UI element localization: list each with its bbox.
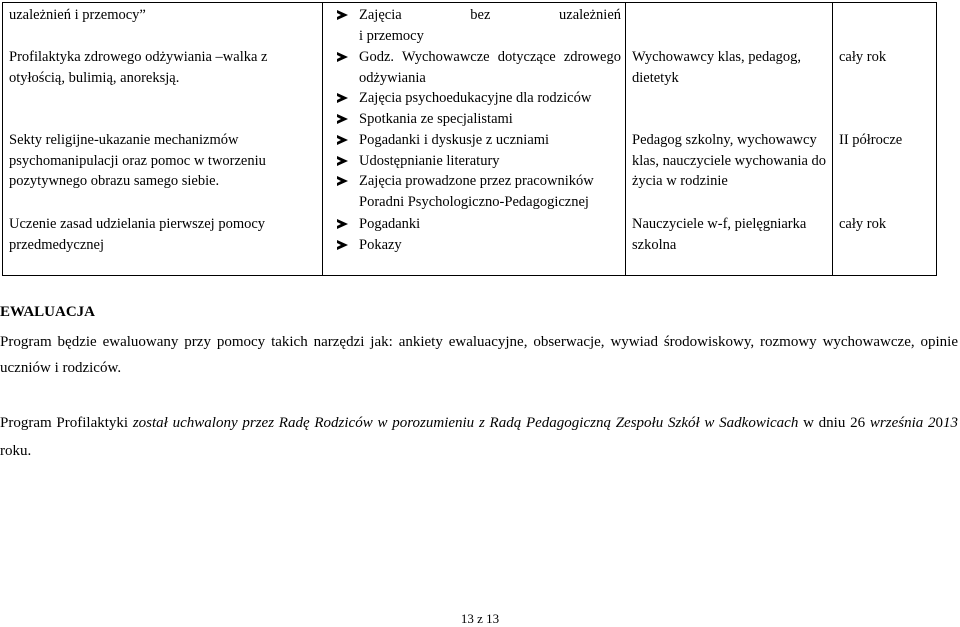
- arrow-bullet-icon: [337, 10, 348, 20]
- row2-activities: [337, 130, 621, 212]
- activity-item: Zajęcia prowadzone przez pracowników Poradni Psychologiczno-Pedagogicznej: [337, 171, 621, 212]
- evaluation-heading: EWALUACJA: [0, 304, 96, 320]
- row3-responsible: Nauczyciele w-f, pielęgniarka szkolna: [632, 216, 807, 253]
- row1-topic: Profilaktyka zdrowego odżywiania –walka z otyłością, bulimią, anoreksją.: [9, 49, 268, 86]
- arrow-bullet-icon: [337, 114, 348, 124]
- row3-topic: Uczenie zasad udzielania pierwszej pomocy przedmedycznej: [9, 216, 266, 253]
- row3-timeframe: cały rok: [839, 216, 887, 232]
- arrow-bullet-icon: [337, 135, 348, 145]
- column-divider: [832, 3, 833, 275]
- activity-item: Pogadanki: [337, 214, 621, 235]
- row3-activities: [337, 214, 621, 255]
- row1-activities: [337, 47, 621, 129]
- activity-item: Zajęcia bez uzależnień i przemocy: [337, 5, 621, 46]
- activity-item: Pokazy: [337, 235, 621, 256]
- activity-item: Pogadanki i dyskusje z uczniami: [337, 130, 621, 151]
- row0-activities: [337, 5, 621, 46]
- arrow-bullet-icon: [337, 176, 348, 186]
- row0-topic: uzależnień i przemocy”: [9, 7, 146, 23]
- page-number: 13 z 13: [460, 611, 500, 626]
- arrow-bullet-icon: [337, 93, 348, 103]
- row1-responsible: Wychowawcy klas, pedagog, dietetyk: [632, 49, 802, 86]
- activity-item: Udostępnianie literatury: [337, 151, 621, 172]
- row2-topic: Sekty religijne-ukazanie mechanizmów psychomanipulacji oraz pomoc w tworzeniu pozytywnego obrazu samego siebie.: [9, 132, 266, 189]
- activity-item: Godz. Wychowawcze dotyczące zdrowego odżywiania: [337, 47, 621, 88]
- column-divider: [322, 3, 323, 275]
- evaluation-paragraph: Program będzie ewaluowany przy pomocy takich narzędzi jak: ankiety ewaluacyjne, obserwacje, wywiad środowiskowy, rozmowy wychowawcze, opinie uczniów i rodziców.: [0, 334, 958, 376]
- adoption-paragraph: Program Profilaktyki został uchwalony przez Radę Rodziców w porozumieniu z Radą Pedagogiczną Zespołu Szkół w Sadkowicach w dniu 26 września 2013 roku.: [0, 415, 958, 459]
- row2-timeframe: II półrocze: [839, 132, 903, 148]
- column-divider: [625, 3, 626, 275]
- arrow-bullet-icon: [337, 52, 348, 62]
- arrow-bullet-icon: [337, 156, 348, 166]
- activity-item: Spotkania ze specjalistami: [337, 109, 621, 130]
- arrow-bullet-icon: [337, 240, 348, 250]
- row1-timeframe: cały rok: [839, 49, 887, 65]
- arrow-bullet-icon: [337, 219, 348, 229]
- program-table: [2, 2, 937, 276]
- row2-responsible: Pedagog szkolny, wychowawcy klas, nauczyciele wychowania do życia w rodzinie: [632, 132, 827, 189]
- activity-item: Zajęcia psychoedukacyjne dla rodziców: [337, 88, 621, 109]
